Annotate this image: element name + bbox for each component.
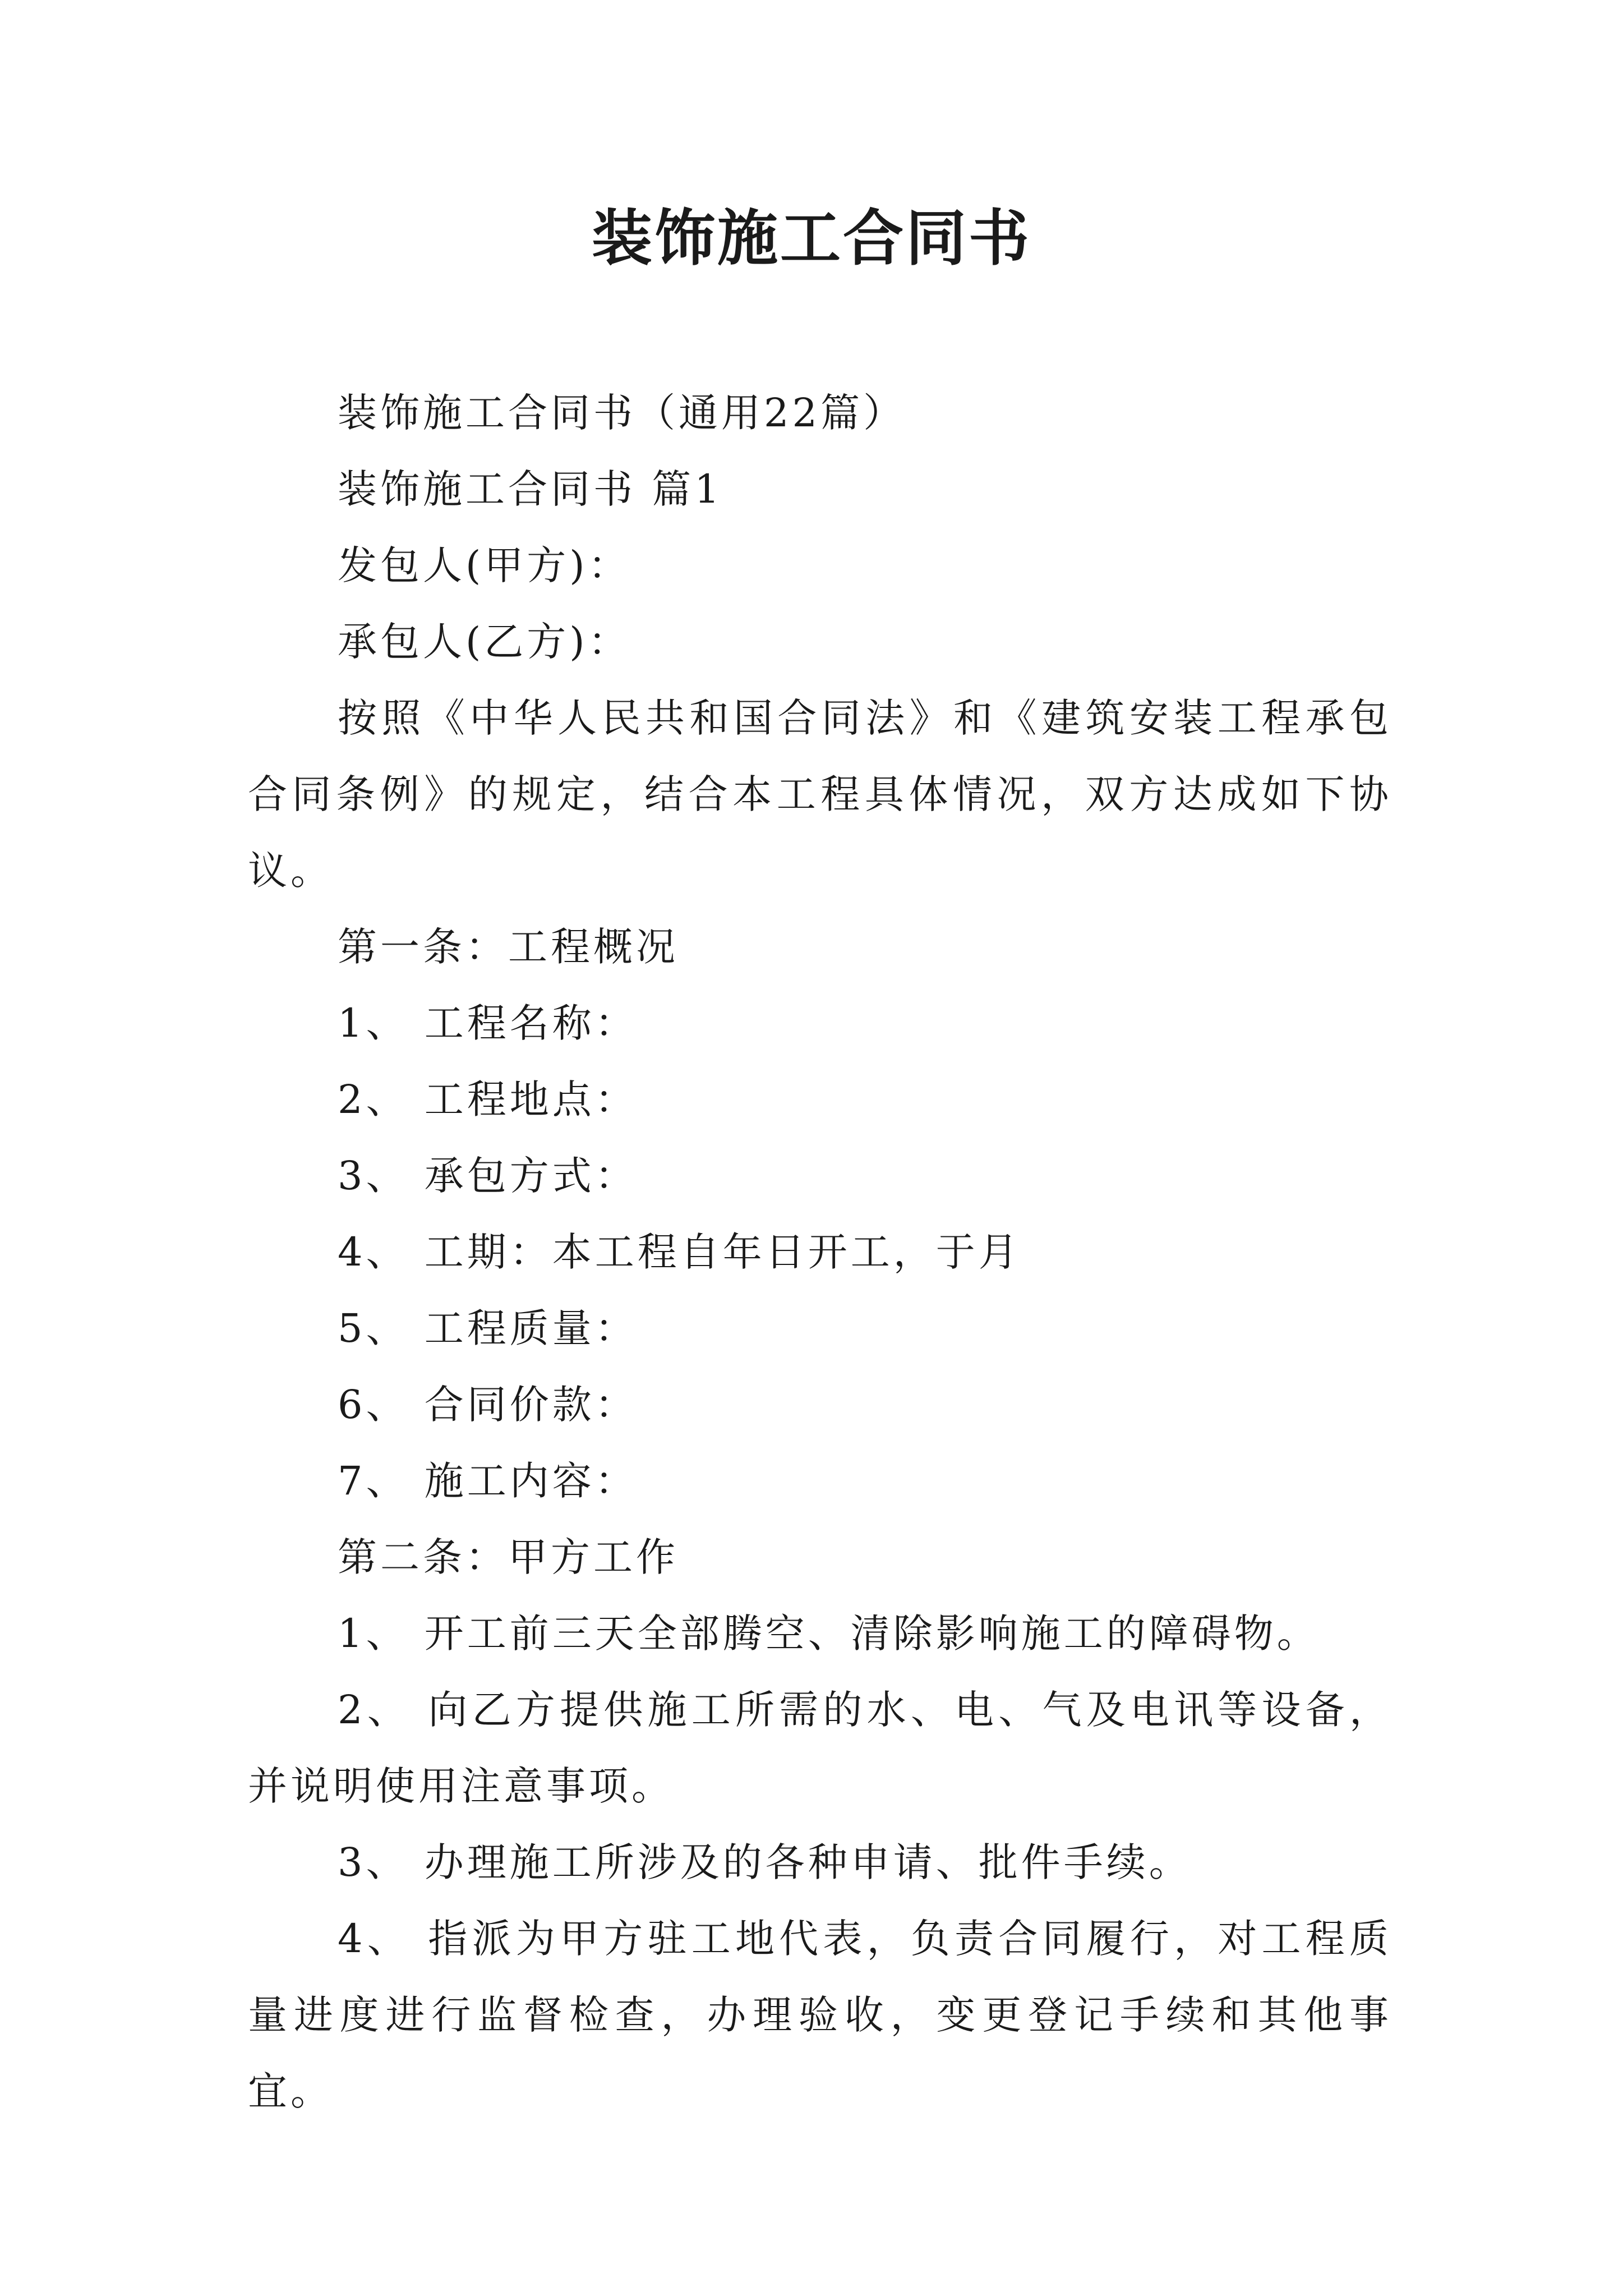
paragraph-preamble: 按照《中华人民共和国合同法》和《建筑安装工程承包合同条例》的规定，结合本工程具体情况，双方达成如下协议。 <box>248 695 1392 894</box>
paragraph-item: 4、 工期：本工程自年日开工，于月 <box>338 1229 1021 1275</box>
document-title: 装饰施工合同书 <box>591 203 1031 274</box>
paragraph-item: 4、 指派为甲方驻工地代表，负责合同履行，对工程质量进度进行监督检查，办理验收，变更登记手续和其他事宜。 <box>248 1916 1392 2114</box>
paragraph-item: 3、 办理施工所涉及的各种申请、批件手续。 <box>338 1839 1192 1885</box>
paragraph-item: 2、 向乙方提供施工所需的水、电、气及电讯等设备，并说明使用注意事项。 <box>248 1687 1392 1809</box>
paragraph-party-b: 承包人(乙方)： <box>338 619 631 665</box>
paragraph-subtitle: 装饰施工合同书（通用22篇） <box>338 390 906 436</box>
paragraph-item: 5、 工程质量： <box>338 1305 638 1351</box>
document-body <box>248 375 1392 2129</box>
paragraph-item: 6、 合同价款： <box>338 1382 638 1428</box>
paragraph-article-1: 第一条：工程概况 <box>338 924 679 970</box>
paragraph-section-heading: 装饰施工合同书 篇1 <box>338 466 723 512</box>
paragraph-item: 1、 开工前三天全部腾空、清除影响施工的障碍物。 <box>338 1611 1320 1657</box>
paragraph-item: 7、 施工内容： <box>338 1458 638 1504</box>
paragraph-item: 2、 工程地点： <box>338 1076 638 1122</box>
paragraph-item: 3、 承包方式： <box>338 1153 638 1199</box>
paragraph-item: 1、 工程名称： <box>338 1000 638 1046</box>
paragraph-party-a: 发包人(甲方)： <box>338 542 631 588</box>
paragraph-article-2: 第二条：甲方工作 <box>338 1534 679 1580</box>
